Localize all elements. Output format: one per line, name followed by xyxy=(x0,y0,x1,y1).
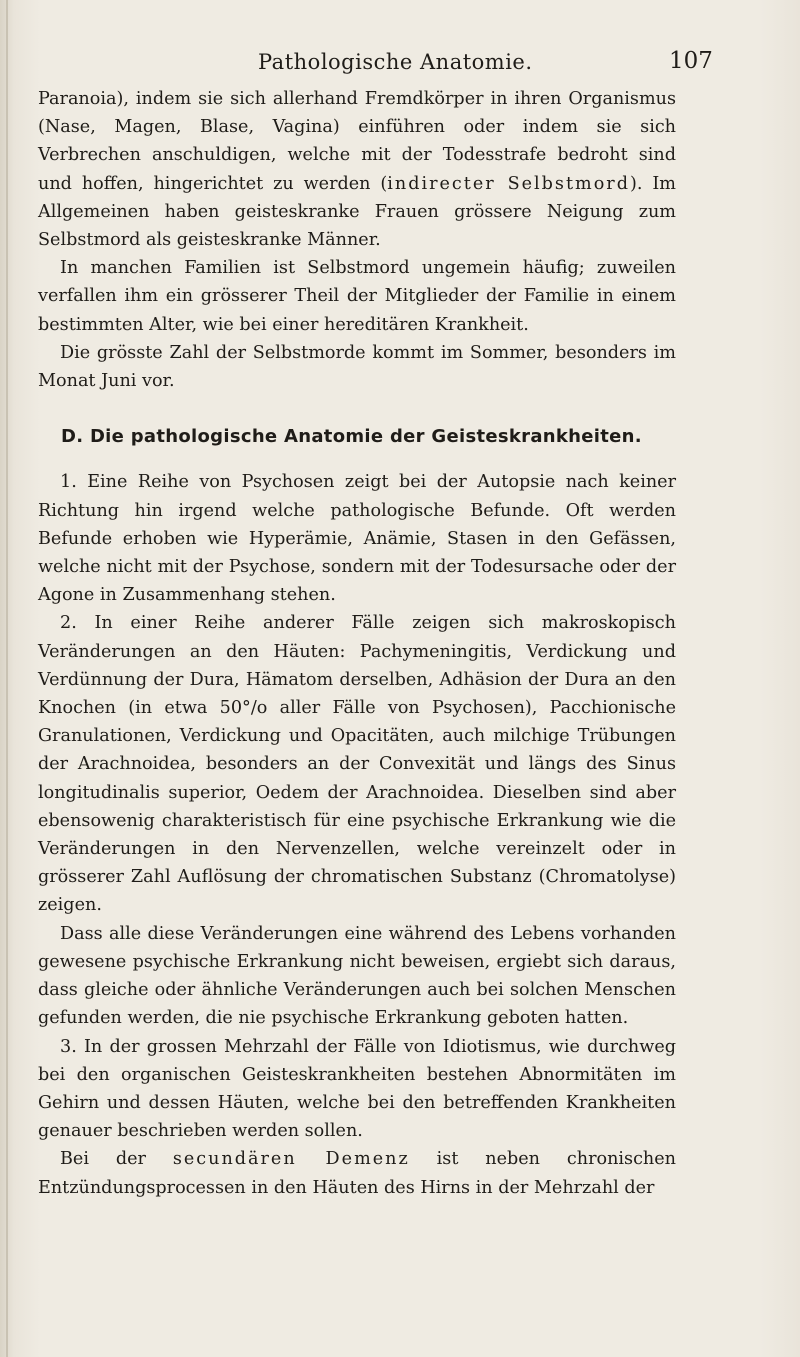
emphasis-secondary-dementia: secundären Demenz xyxy=(172,1149,410,1170)
paragraph-3: Die grösste Zahl der Selbstmorde kommt im Sommer, besonders im Monat Juni vor. xyxy=(38,342,676,392)
paragraph-7: 3. In der grossen Mehrzahl der Fälle von Idiotismus, wie durchweg bei den organischen Geisteskrankheiten bestehen Abnormitäten im Gehirn und dessen Häuten, welche bei den betreffenden Krankheiten genauer beschrieben werden sollen. xyxy=(38,1036,676,1142)
page-number: 107 xyxy=(669,48,713,74)
paragraph-1 xyxy=(38,85,676,254)
paragraph-4: 1. Eine Reihe von Psychosen zeigt bei der Autopsie nach keiner Richtung hin irgend welche pathologische Befunde. Oft werden Befunde erhoben wie Hyperämie, Anämie, Stasen in den Gefässen, welche nicht mit der Psychose, sondern mit der Todesursache oder der Agone in Zusammenhang stehen. xyxy=(38,472,676,606)
paragraph-8 xyxy=(38,1145,676,1201)
paragraph-8-text-a: Bei der xyxy=(60,1149,173,1170)
paragraph-1-text-b: ). Im Allgemeinen haben geisteskranke Frauen grössere Neigung zum Selbstmord als geisteskranke Männer. xyxy=(38,173,676,251)
emphasis-indirect-suicide: indirecter Selbstmord xyxy=(387,173,630,194)
page-edge xyxy=(6,0,8,1357)
body-text xyxy=(38,85,676,1202)
paragraph-8-text-b: ist neben chronischen Entzündungsprocessen in den Häuten des Hirns in der Mehrzahl der xyxy=(38,1149,676,1198)
paragraph-5: 2. In einer Reihe anderer Fälle zeigen sich makroskopisch Veränderungen an den Häuten: Pachymeningitis, Verdickung und Verdünnung der Dura, Hämatom derselben, Adhäsion der Dura an den Knochen (in etwa 50°/o aller Fälle von Psychosen), Pacchionische Granulationen, Verdickung und Opacitäten, auch milchige Trübungen der Arachnoidea, besonders an der Convexität und längs des Sinus longitudinalis superior, Oedem der Arachnoidea. Dieselben sind aber ebensowenig charakteristisch für eine psychische Erkrankung wie die Veränderungen in den Nervenzellen, welche vereinzelt oder in grösserer Zahl Auflösung der chromatischen Substanz (Chromatolyse) zeigen. xyxy=(38,613,676,916)
paragraph-2: In manchen Familien ist Selbstmord ungemein häufig; zuweilen verfallen ihm ein grösserer Theil der Mitglieder der Familie in einem bestimmten Alter, wie bei einer hereditären Krankheit. xyxy=(38,258,676,335)
paragraph-6: Dass alle diese Veränderungen eine während des Lebens vorhanden gewesene psychische Erkrankung nicht beweisen, ergiebt sich daraus, dass gleiche oder ähnliche Veränderungen auch bei solchen Menschen gefunden werden, die nie psychische Erkrankung geboten hatten. xyxy=(38,923,676,1029)
paragraph-1-text-a: Paranoia), indem sie sich allerhand Fremdkörper in ihren Organismus (Nase, Magen, Blase, Vagina) einführen oder indem sie sich Verbrechen anschuldigen, welche mit der Todesstrafe bedroht sind und hoffen, hingerichtet zu werden ( xyxy=(38,89,676,194)
section-heading: D. Die pathologische Anatomie der Geisteskrankheiten. xyxy=(61,426,642,448)
running-title: Pathologische Anatomie. xyxy=(258,50,533,74)
page-header xyxy=(0,50,800,84)
